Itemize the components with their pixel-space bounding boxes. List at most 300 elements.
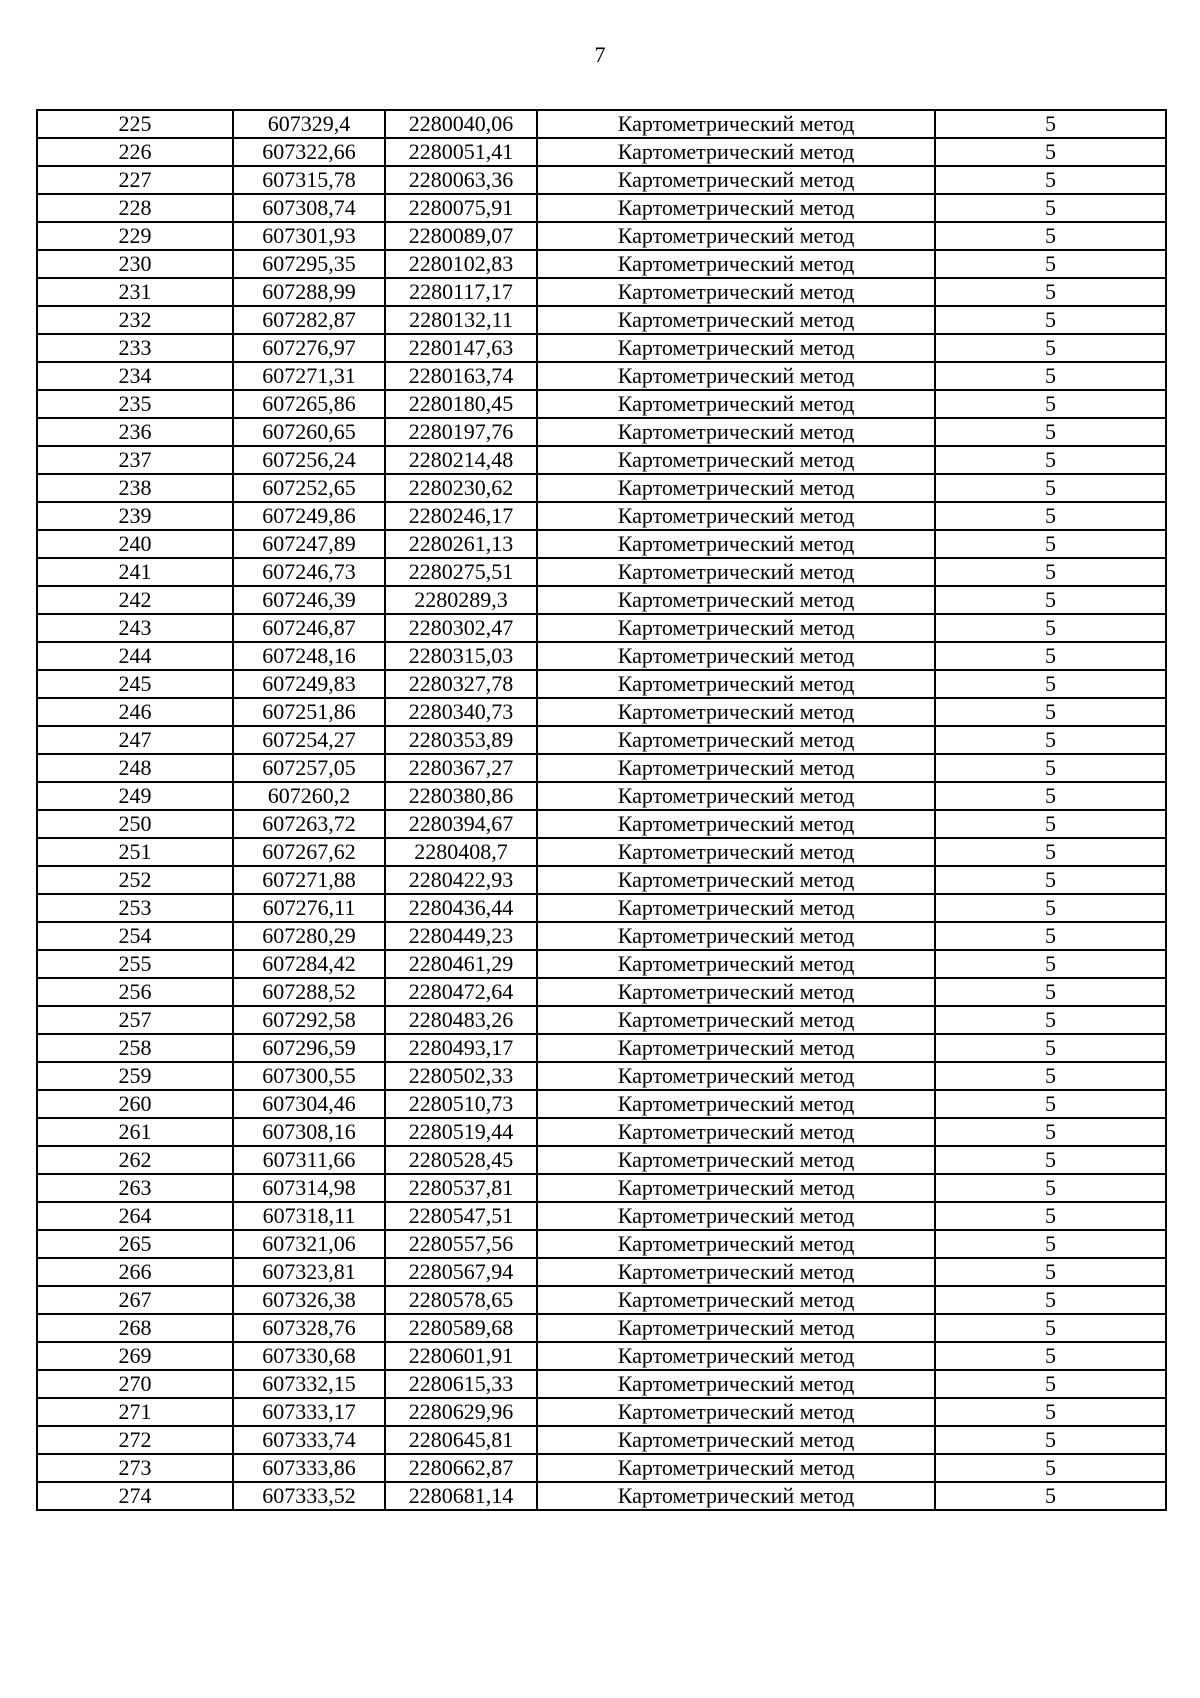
y-coordinate-cell: 2280275,51 (385, 558, 537, 586)
method-cell: Картометрический метод (537, 418, 935, 446)
y-coordinate-cell: 2280353,89 (385, 726, 537, 754)
table-row (37, 362, 1166, 390)
table-row (37, 1146, 1166, 1174)
table-row (37, 894, 1166, 922)
method-cell: Картометрический метод (537, 306, 935, 334)
method-cell: Картометрический метод (537, 530, 935, 558)
x-coordinate-cell: 607330,68 (233, 1342, 385, 1370)
x-coordinate-cell: 607308,16 (233, 1118, 385, 1146)
x-coordinate-cell: 607292,58 (233, 1006, 385, 1034)
y-coordinate-cell: 2280367,27 (385, 754, 537, 782)
x-coordinate-cell: 607333,86 (233, 1454, 385, 1482)
y-coordinate-cell: 2280051,41 (385, 138, 537, 166)
x-coordinate-cell: 607252,65 (233, 474, 385, 502)
method-cell: Картометрический метод (537, 1006, 935, 1034)
table-row (37, 502, 1166, 530)
method-cell: Картометрический метод (537, 698, 935, 726)
accuracy-cell: 5 (935, 726, 1166, 754)
y-coordinate-cell: 2280394,67 (385, 810, 537, 838)
x-coordinate-cell: 607257,05 (233, 754, 385, 782)
x-coordinate-cell: 607248,16 (233, 642, 385, 670)
table-row (37, 250, 1166, 278)
x-coordinate-cell: 607315,78 (233, 166, 385, 194)
accuracy-cell: 5 (935, 1230, 1166, 1258)
table-row (37, 194, 1166, 222)
table-row (37, 418, 1166, 446)
accuracy-cell: 5 (935, 306, 1166, 334)
accuracy-cell: 5 (935, 334, 1166, 362)
point-number-cell: 274 (37, 1482, 233, 1510)
x-coordinate-cell: 607280,29 (233, 922, 385, 950)
method-cell: Картометрический метод (537, 754, 935, 782)
y-coordinate-cell: 2280615,33 (385, 1370, 537, 1398)
y-coordinate-cell: 2280327,78 (385, 670, 537, 698)
table-row (37, 922, 1166, 950)
y-coordinate-cell: 2280214,48 (385, 446, 537, 474)
accuracy-cell: 5 (935, 1090, 1166, 1118)
x-coordinate-cell: 607247,89 (233, 530, 385, 558)
point-number-cell: 244 (37, 642, 233, 670)
table-row (37, 586, 1166, 614)
page-number: 7 (594, 42, 606, 67)
x-coordinate-cell: 607288,99 (233, 278, 385, 306)
point-number-cell: 266 (37, 1258, 233, 1286)
accuracy-cell: 5 (935, 362, 1166, 390)
x-coordinate-cell: 607318,11 (233, 1202, 385, 1230)
accuracy-cell: 5 (935, 1342, 1166, 1370)
point-number-cell: 240 (37, 530, 233, 558)
y-coordinate-cell: 2280102,83 (385, 250, 537, 278)
point-number-cell: 251 (37, 838, 233, 866)
point-number-cell: 233 (37, 334, 233, 362)
table-row (37, 334, 1166, 362)
point-number-cell: 231 (37, 278, 233, 306)
table-row (37, 474, 1166, 502)
method-cell: Картометрический метод (537, 1062, 935, 1090)
y-coordinate-cell: 2280289,3 (385, 586, 537, 614)
table-row (37, 1174, 1166, 1202)
x-coordinate-cell: 607260,65 (233, 418, 385, 446)
x-coordinate-cell: 607260,2 (233, 782, 385, 810)
table-row (37, 670, 1166, 698)
accuracy-cell: 5 (935, 1314, 1166, 1342)
point-number-cell: 234 (37, 362, 233, 390)
accuracy-cell: 5 (935, 782, 1166, 810)
point-number-cell: 225 (37, 110, 233, 138)
table-row (37, 866, 1166, 894)
table-row (37, 1258, 1166, 1286)
point-number-cell: 256 (37, 978, 233, 1006)
point-number-cell: 246 (37, 698, 233, 726)
accuracy-cell: 5 (935, 278, 1166, 306)
accuracy-cell: 5 (935, 1286, 1166, 1314)
table-row (37, 138, 1166, 166)
table-row (37, 446, 1166, 474)
x-coordinate-cell: 607282,87 (233, 306, 385, 334)
accuracy-cell: 5 (935, 1174, 1166, 1202)
point-number-cell: 262 (37, 1146, 233, 1174)
method-cell: Картометрический метод (537, 278, 935, 306)
table-row (37, 530, 1166, 558)
method-cell: Картометрический метод (537, 1034, 935, 1062)
point-number-cell: 242 (37, 586, 233, 614)
point-number-cell: 249 (37, 782, 233, 810)
y-coordinate-cell: 2280436,44 (385, 894, 537, 922)
accuracy-cell: 5 (935, 838, 1166, 866)
point-number-cell: 238 (37, 474, 233, 502)
method-cell: Картометрический метод (537, 1370, 935, 1398)
accuracy-cell: 5 (935, 1370, 1166, 1398)
point-number-cell: 250 (37, 810, 233, 838)
y-coordinate-cell: 2280449,23 (385, 922, 537, 950)
table-row (37, 754, 1166, 782)
y-coordinate-cell: 2280302,47 (385, 614, 537, 642)
point-number-cell: 263 (37, 1174, 233, 1202)
method-cell: Картометрический метод (537, 922, 935, 950)
accuracy-cell: 5 (935, 446, 1166, 474)
point-number-cell: 267 (37, 1286, 233, 1314)
point-number-cell: 269 (37, 1342, 233, 1370)
accuracy-cell: 5 (935, 1146, 1166, 1174)
point-number-cell: 273 (37, 1454, 233, 1482)
method-cell: Картометрический метод (537, 1454, 935, 1482)
x-coordinate-cell: 607254,27 (233, 726, 385, 754)
point-number-cell: 252 (37, 866, 233, 894)
x-coordinate-cell: 607333,74 (233, 1426, 385, 1454)
point-number-cell: 237 (37, 446, 233, 474)
y-coordinate-cell: 2280408,7 (385, 838, 537, 866)
accuracy-cell: 5 (935, 810, 1166, 838)
x-coordinate-cell: 607276,97 (233, 334, 385, 362)
x-coordinate-cell: 607271,31 (233, 362, 385, 390)
x-coordinate-cell: 607321,06 (233, 1230, 385, 1258)
x-coordinate-cell: 607296,59 (233, 1034, 385, 1062)
method-cell: Картометрический метод (537, 894, 935, 922)
table-row (37, 1482, 1166, 1510)
method-cell: Картометрический метод (537, 1342, 935, 1370)
method-cell: Картометрический метод (537, 810, 935, 838)
accuracy-cell: 5 (935, 502, 1166, 530)
method-cell: Картометрический метод (537, 1426, 935, 1454)
method-cell: Картометрический метод (537, 166, 935, 194)
x-coordinate-cell: 607267,62 (233, 838, 385, 866)
point-number-cell: 232 (37, 306, 233, 334)
coordinates-table-body (37, 110, 1166, 1510)
y-coordinate-cell: 2280519,44 (385, 1118, 537, 1146)
accuracy-cell: 5 (935, 1006, 1166, 1034)
table-row (37, 726, 1166, 754)
point-number-cell: 257 (37, 1006, 233, 1034)
accuracy-cell: 5 (935, 1482, 1166, 1510)
method-cell: Картометрический метод (537, 1118, 935, 1146)
x-coordinate-cell: 607304,46 (233, 1090, 385, 1118)
method-cell: Картометрический метод (537, 1398, 935, 1426)
table-row (37, 222, 1166, 250)
accuracy-cell: 5 (935, 1426, 1166, 1454)
method-cell: Картометрический метод (537, 614, 935, 642)
y-coordinate-cell: 2280681,14 (385, 1482, 537, 1510)
point-number-cell: 258 (37, 1034, 233, 1062)
method-cell: Картометрический метод (537, 1230, 935, 1258)
point-number-cell: 264 (37, 1202, 233, 1230)
table-row (37, 1034, 1166, 1062)
table-row (37, 278, 1166, 306)
method-cell: Картометрический метод (537, 194, 935, 222)
point-number-cell: 253 (37, 894, 233, 922)
y-coordinate-cell: 2280040,06 (385, 110, 537, 138)
method-cell: Картометрический метод (537, 110, 935, 138)
point-number-cell: 268 (37, 1314, 233, 1342)
method-cell: Картометрический метод (537, 222, 935, 250)
accuracy-cell: 5 (935, 698, 1166, 726)
method-cell: Картометрический метод (537, 950, 935, 978)
y-coordinate-cell: 2280483,26 (385, 1006, 537, 1034)
point-number-cell: 226 (37, 138, 233, 166)
table-row (37, 558, 1166, 586)
y-coordinate-cell: 2280601,91 (385, 1342, 537, 1370)
x-coordinate-cell: 607276,11 (233, 894, 385, 922)
table-row (37, 978, 1166, 1006)
method-cell: Картометрический метод (537, 866, 935, 894)
y-coordinate-cell: 2280163,74 (385, 362, 537, 390)
y-coordinate-cell: 2280197,76 (385, 418, 537, 446)
method-cell: Картометрический метод (537, 1258, 935, 1286)
accuracy-cell: 5 (935, 1258, 1166, 1286)
table-row (37, 838, 1166, 866)
point-number-cell: 265 (37, 1230, 233, 1258)
x-coordinate-cell: 607323,81 (233, 1258, 385, 1286)
y-coordinate-cell: 2280380,86 (385, 782, 537, 810)
y-coordinate-cell: 2280502,33 (385, 1062, 537, 1090)
accuracy-cell: 5 (935, 110, 1166, 138)
y-coordinate-cell: 2280567,94 (385, 1258, 537, 1286)
table-row (37, 1286, 1166, 1314)
table-row (37, 1426, 1166, 1454)
y-coordinate-cell: 2280645,81 (385, 1426, 537, 1454)
x-coordinate-cell: 607271,88 (233, 866, 385, 894)
y-coordinate-cell: 2280063,36 (385, 166, 537, 194)
table-row (37, 1370, 1166, 1398)
x-coordinate-cell: 607311,66 (233, 1146, 385, 1174)
point-number-cell: 271 (37, 1398, 233, 1426)
point-number-cell: 270 (37, 1370, 233, 1398)
method-cell: Картометрический метод (537, 1314, 935, 1342)
coordinates-table (36, 109, 1167, 1511)
point-number-cell: 239 (37, 502, 233, 530)
y-coordinate-cell: 2280662,87 (385, 1454, 537, 1482)
method-cell: Картометрический метод (537, 1146, 935, 1174)
point-number-cell: 245 (37, 670, 233, 698)
table-row (37, 950, 1166, 978)
method-cell: Картометрический метод (537, 502, 935, 530)
x-coordinate-cell: 607314,98 (233, 1174, 385, 1202)
x-coordinate-cell: 607246,39 (233, 586, 385, 614)
accuracy-cell: 5 (935, 1202, 1166, 1230)
point-number-cell: 241 (37, 558, 233, 586)
table-row (37, 1090, 1166, 1118)
accuracy-cell: 5 (935, 1118, 1166, 1146)
accuracy-cell: 5 (935, 642, 1166, 670)
x-coordinate-cell: 607300,55 (233, 1062, 385, 1090)
point-number-cell: 227 (37, 166, 233, 194)
x-coordinate-cell: 607308,74 (233, 194, 385, 222)
table-row (37, 1230, 1166, 1258)
point-number-cell: 272 (37, 1426, 233, 1454)
accuracy-cell: 5 (935, 1454, 1166, 1482)
table-row (37, 698, 1166, 726)
method-cell: Картометрический метод (537, 1286, 935, 1314)
table-row (37, 1062, 1166, 1090)
table-row (37, 1342, 1166, 1370)
table-row (37, 1398, 1166, 1426)
point-number-cell: 228 (37, 194, 233, 222)
table-row (37, 110, 1166, 138)
table-row (37, 1006, 1166, 1034)
y-coordinate-cell: 2280557,56 (385, 1230, 537, 1258)
accuracy-cell: 5 (935, 418, 1166, 446)
method-cell: Картометрический метод (537, 838, 935, 866)
table-row (37, 782, 1166, 810)
point-number-cell: 229 (37, 222, 233, 250)
point-number-cell: 259 (37, 1062, 233, 1090)
accuracy-cell: 5 (935, 978, 1166, 1006)
y-coordinate-cell: 2280461,29 (385, 950, 537, 978)
method-cell: Картометрический метод (537, 1202, 935, 1230)
method-cell: Картометрический метод (537, 390, 935, 418)
point-number-cell: 248 (37, 754, 233, 782)
table-row (37, 1118, 1166, 1146)
y-coordinate-cell: 2280246,17 (385, 502, 537, 530)
method-cell: Картометрический метод (537, 782, 935, 810)
x-coordinate-cell: 607284,42 (233, 950, 385, 978)
y-coordinate-cell: 2280528,45 (385, 1146, 537, 1174)
method-cell: Картометрический метод (537, 446, 935, 474)
accuracy-cell: 5 (935, 614, 1166, 642)
point-number-cell: 236 (37, 418, 233, 446)
accuracy-cell: 5 (935, 950, 1166, 978)
x-coordinate-cell: 607249,86 (233, 502, 385, 530)
x-coordinate-cell: 607288,52 (233, 978, 385, 1006)
accuracy-cell: 5 (935, 250, 1166, 278)
point-number-cell: 260 (37, 1090, 233, 1118)
x-coordinate-cell: 607295,35 (233, 250, 385, 278)
accuracy-cell: 5 (935, 586, 1166, 614)
point-number-cell: 255 (37, 950, 233, 978)
accuracy-cell: 5 (935, 754, 1166, 782)
method-cell: Картометрический метод (537, 1090, 935, 1118)
point-number-cell: 247 (37, 726, 233, 754)
accuracy-cell: 5 (935, 390, 1166, 418)
point-number-cell: 235 (37, 390, 233, 418)
y-coordinate-cell: 2280537,81 (385, 1174, 537, 1202)
x-coordinate-cell: 607333,52 (233, 1482, 385, 1510)
x-coordinate-cell: 607326,38 (233, 1286, 385, 1314)
x-coordinate-cell: 607256,24 (233, 446, 385, 474)
x-coordinate-cell: 607249,83 (233, 670, 385, 698)
y-coordinate-cell: 2280075,91 (385, 194, 537, 222)
accuracy-cell: 5 (935, 1398, 1166, 1426)
point-number-cell: 243 (37, 614, 233, 642)
x-coordinate-cell: 607251,86 (233, 698, 385, 726)
accuracy-cell: 5 (935, 166, 1166, 194)
point-number-cell: 230 (37, 250, 233, 278)
table-row (37, 390, 1166, 418)
table-row (37, 166, 1166, 194)
method-cell: Картометрический метод (537, 474, 935, 502)
y-coordinate-cell: 2280510,73 (385, 1090, 537, 1118)
accuracy-cell: 5 (935, 866, 1166, 894)
y-coordinate-cell: 2280117,17 (385, 278, 537, 306)
y-coordinate-cell: 2280132,11 (385, 306, 537, 334)
point-number-cell: 254 (37, 922, 233, 950)
accuracy-cell: 5 (935, 1062, 1166, 1090)
accuracy-cell: 5 (935, 1034, 1166, 1062)
y-coordinate-cell: 2280340,73 (385, 698, 537, 726)
x-coordinate-cell: 607329,4 (233, 110, 385, 138)
y-coordinate-cell: 2280089,07 (385, 222, 537, 250)
method-cell: Картометрический метод (537, 642, 935, 670)
method-cell: Картометрический метод (537, 362, 935, 390)
table-row (37, 306, 1166, 334)
y-coordinate-cell: 2280230,62 (385, 474, 537, 502)
table-row (37, 1202, 1166, 1230)
x-coordinate-cell: 607333,17 (233, 1398, 385, 1426)
x-coordinate-cell: 607301,93 (233, 222, 385, 250)
y-coordinate-cell: 2280629,96 (385, 1398, 537, 1426)
method-cell: Картометрический метод (537, 138, 935, 166)
method-cell: Картометрический метод (537, 1174, 935, 1202)
accuracy-cell: 5 (935, 894, 1166, 922)
y-coordinate-cell: 2280315,03 (385, 642, 537, 670)
accuracy-cell: 5 (935, 670, 1166, 698)
y-coordinate-cell: 2280472,64 (385, 978, 537, 1006)
method-cell: Картометрический метод (537, 558, 935, 586)
accuracy-cell: 5 (935, 138, 1166, 166)
accuracy-cell: 5 (935, 922, 1166, 950)
method-cell: Картометрический метод (537, 586, 935, 614)
y-coordinate-cell: 2280547,51 (385, 1202, 537, 1230)
y-coordinate-cell: 2280147,63 (385, 334, 537, 362)
x-coordinate-cell: 607328,76 (233, 1314, 385, 1342)
table-row (37, 642, 1166, 670)
accuracy-cell: 5 (935, 530, 1166, 558)
y-coordinate-cell: 2280493,17 (385, 1034, 537, 1062)
y-coordinate-cell: 2280261,13 (385, 530, 537, 558)
y-coordinate-cell: 2280578,65 (385, 1286, 537, 1314)
method-cell: Картометрический метод (537, 978, 935, 1006)
x-coordinate-cell: 607246,73 (233, 558, 385, 586)
x-coordinate-cell: 607265,86 (233, 390, 385, 418)
table-row (37, 614, 1166, 642)
accuracy-cell: 5 (935, 194, 1166, 222)
method-cell: Картометрический метод (537, 726, 935, 754)
method-cell: Картометрический метод (537, 250, 935, 278)
x-coordinate-cell: 607246,87 (233, 614, 385, 642)
table-row (37, 810, 1166, 838)
y-coordinate-cell: 2280180,45 (385, 390, 537, 418)
method-cell: Картометрический метод (537, 1482, 935, 1510)
accuracy-cell: 5 (935, 558, 1166, 586)
y-coordinate-cell: 2280589,68 (385, 1314, 537, 1342)
table-row (37, 1454, 1166, 1482)
method-cell: Картометрический метод (537, 334, 935, 362)
x-coordinate-cell: 607332,15 (233, 1370, 385, 1398)
method-cell: Картометрический метод (537, 670, 935, 698)
accuracy-cell: 5 (935, 222, 1166, 250)
table-row (37, 1314, 1166, 1342)
point-number-cell: 261 (37, 1118, 233, 1146)
accuracy-cell: 5 (935, 474, 1166, 502)
